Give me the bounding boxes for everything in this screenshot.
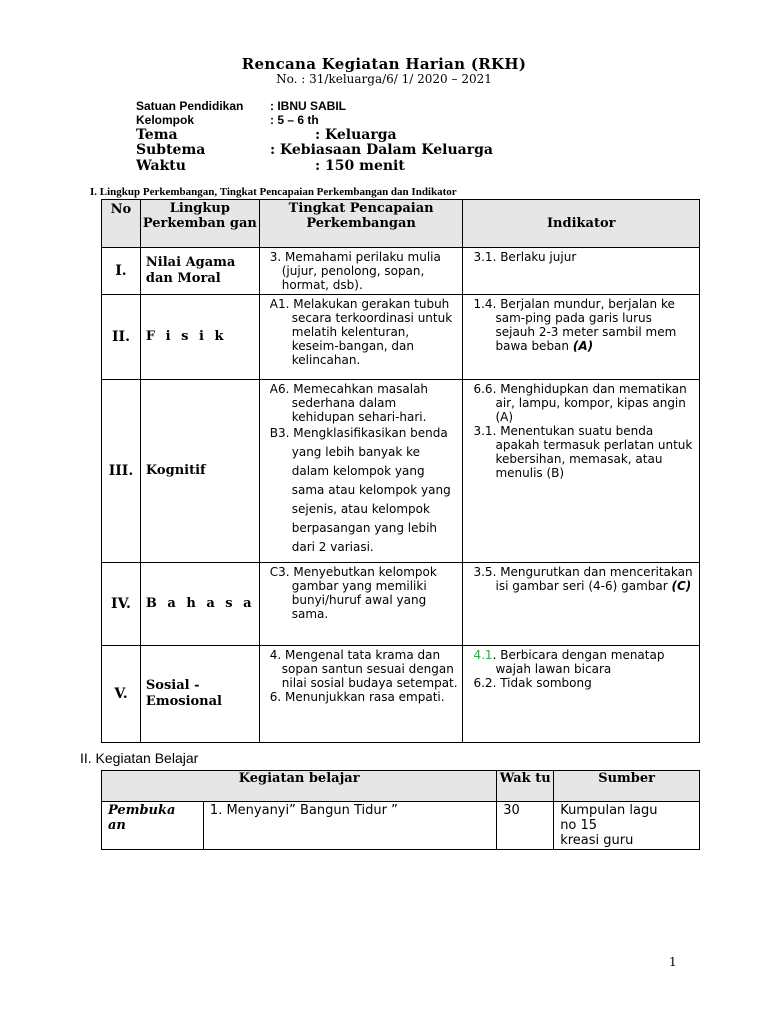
row-lingkup: Nilai Agama dan Moral [140, 248, 259, 295]
row-number: IV. [102, 563, 141, 646]
header-tingkat: Tingkat Pencapaian Perkembangan [259, 200, 463, 248]
row-indikator [463, 380, 700, 563]
header-indikator: Indikator [463, 200, 700, 248]
table-row [102, 295, 700, 380]
header-waktu: Wak tu [497, 771, 554, 802]
row-number: II. [102, 295, 141, 380]
tingkat-item: 3. Memahami perilaku mulia (jujur, penolong, sopan, hormat, dsb). [269, 250, 441, 292]
table-row [102, 802, 700, 850]
row-tingkat [259, 646, 463, 743]
section2-heading: II. Kegiatan Belajar [80, 750, 199, 766]
table-row [102, 646, 700, 743]
row-tingkat [259, 295, 463, 380]
meta-waktu-label: Waktu [136, 158, 186, 174]
meta-subtema-value: : Kebiasaan Dalam Keluarga [270, 142, 493, 158]
development-table [101, 199, 700, 743]
document-title: Rencana Kegiatan Harian (RKH) [241, 55, 527, 73]
indikator-item [473, 297, 695, 353]
meta-tema-value: : Keluarga [315, 127, 397, 143]
row-indikator [463, 646, 700, 743]
tingkat-item: 6. Menunjukkan rasa empati. [269, 690, 445, 704]
activity-description: 1. Menyanyi” Bangun Tidur ” [203, 802, 496, 850]
meta-kelompok-value: : 5 – 6 th [270, 113, 319, 127]
row-tingkat [259, 563, 463, 646]
tingkat-item: B3. Mengklasifikasikan benda yang lebih banyak ke dalam kelompok yang sama atau kelompok yang sejenis, atau kelompok berpasangan yang lebih dari 2 variasi. [269, 426, 451, 554]
indikator-text: 3.5. Mengurutkan dan menceritakan isi gambar seri (4-6) gambar [473, 565, 693, 593]
tingkat-item: C3. Menyebutkan kelompok gambar yang memiliki bunyi/huruf awal yang sama. [269, 565, 437, 621]
sumber-line: no 15 [560, 818, 598, 833]
meta-tema-label: Tema [136, 127, 178, 143]
sumber-line: Kumpulan lagu [560, 803, 658, 818]
document-number: No. : 31/keluarga/6/ 1/ 2020 – 2021 [276, 72, 492, 86]
table-row [102, 563, 700, 646]
row-number: III. [102, 380, 141, 563]
indikator-item [473, 648, 695, 676]
activity-sumber [554, 802, 700, 850]
indikator-item: 3.1. Menentukan suatu benda apakah termasuk perlatan untuk kebersihan, memasak, atau menulis (B) [473, 424, 693, 480]
development-table-header [102, 200, 700, 248]
meta-satuan-value: : IBNU SABIL [270, 99, 346, 113]
indikator-prefix: 4.1 [473, 648, 493, 662]
row-indikator [463, 295, 700, 380]
indikator-tag: (C) [671, 579, 692, 593]
row-lingkup: Kognitif [140, 380, 259, 563]
header-no: No [102, 200, 141, 248]
header-kegiatan: Kegiatan belajar [102, 771, 497, 802]
indikator-item [473, 565, 695, 593]
row-tingkat [259, 248, 463, 295]
indikator-tag: (A) [572, 339, 594, 353]
meta-waktu-value: : 150 menit [315, 158, 405, 174]
page-number: 1 [669, 955, 677, 969]
section1-heading: I. Lingkup Perkembangan, Tingkat Pencapaian Perkembangan dan Indikator [90, 186, 457, 198]
row-lingkup: B a h a s a [140, 563, 259, 646]
table-row [102, 380, 700, 563]
header-sumber: Sumber [554, 771, 700, 802]
tingkat-item: A6. Memecahkan masalah sederhana dalam kehidupan sehari-hari. [269, 382, 429, 424]
sumber-line: kreasi guru [560, 833, 634, 848]
indikator-text: 1.4. Berjalan mundur, berjalan ke sam-ping pada garis lurus sejauh 2-3 meter sambil mem bawa beban [473, 297, 677, 353]
header-lingkup: Lingkup Perkemban gan [140, 200, 259, 248]
row-indikator [463, 563, 700, 646]
row-lingkup: Sosial - Emosional [140, 646, 259, 743]
indikator-item: 6.6. Menghidupkan dan mematikan air, lampu, kompor, kipas angin (A) [473, 382, 687, 424]
activity-table [101, 770, 700, 850]
indikator-item: 3.1. Berlaku jujur [473, 250, 577, 264]
row-number: I. [102, 248, 141, 295]
activity-table-header [102, 771, 700, 802]
row-lingkup: F i s i k [140, 295, 259, 380]
row-number: V. [102, 646, 141, 743]
table-row [102, 248, 700, 295]
meta-satuan-label: Satuan Pendidikan [136, 99, 244, 113]
activity-phase: Pembuka an [102, 802, 204, 850]
indikator-text: . Berbicara dengan menatap wajah lawan bicara [492, 648, 665, 676]
indikator-item: 6.2. Tidak sombong [473, 676, 592, 690]
tingkat-item: 4. Mengenal tata krama dan sopan santun sesuai dengan nilai sosial budaya setempat. [269, 648, 458, 690]
meta-kelompok-label: Kelompok [136, 113, 195, 127]
activity-waktu: 30 [497, 802, 554, 850]
row-tingkat [259, 380, 463, 563]
row-indikator [463, 248, 700, 295]
tingkat-item: A1. Melakukan gerakan tubuh secara terkoordinasi untuk melatih kelenturan, keseim-bangan, dan kelincahan. [269, 297, 453, 367]
meta-subtema-label: Subtema [136, 142, 206, 158]
